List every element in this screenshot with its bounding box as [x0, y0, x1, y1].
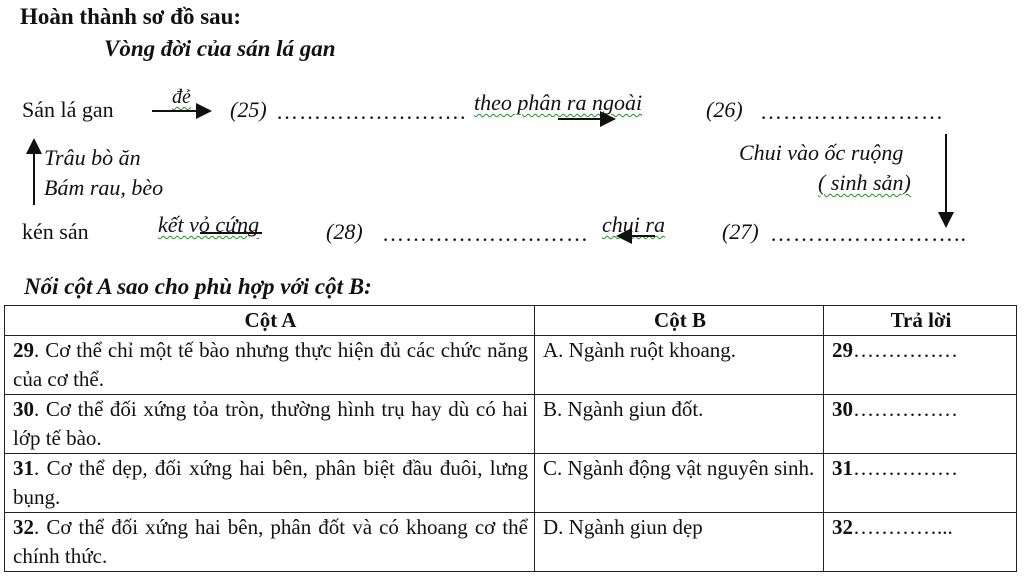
blank-27-label: (27): [722, 219, 759, 244]
label-enter-snail: Chui vào ốc ruộng: [739, 140, 904, 165]
column-b-cell: C. Ngành động vật nguyên sinh.: [535, 454, 824, 513]
item-text: . Cơ thể chỉ một tế bào nhưng thực hiện đủ các chức năng của cơ thể.: [13, 338, 528, 391]
column-a-cell: [5, 336, 535, 395]
table-row: [5, 336, 1017, 395]
item-number: 31: [13, 456, 34, 480]
header-answer: Trả lời: [824, 306, 1017, 336]
label-hard-shell: kết vỏ cứng: [158, 212, 260, 237]
label-emerge: chui ra: [602, 212, 665, 237]
node-cyst: kén sán: [22, 219, 89, 244]
label-cattle-eat: Trâu bò ăn: [44, 145, 141, 170]
item-text: . Cơ thể đối xứng hai bên, phân đốt và có khoang cơ thể chính thức.: [13, 515, 528, 568]
matching-table: [4, 305, 1017, 572]
diagram-subtitle: Vòng đời của sán lá gan: [104, 36, 336, 61]
label-with-feces: theo phân ra ngoài: [474, 90, 643, 115]
item-number: 29: [13, 338, 34, 362]
blank-28-dots: ………………………: [382, 221, 589, 246]
label-attach-plants: Bám rau, bèo: [44, 175, 164, 200]
column-a-cell: [5, 454, 535, 513]
blank-25-label: (25): [230, 97, 267, 122]
answer-number: 31: [832, 456, 853, 480]
answer-blank[interactable]: ……………: [853, 338, 958, 362]
table-row: [5, 513, 1017, 572]
answer-number: 32: [832, 515, 853, 539]
answer-cell[interactable]: [824, 454, 1017, 513]
item-text: . Cơ thể dẹp, đối xứng hai bên, phân biệt đầu đuôi, lưng bụng.: [13, 456, 528, 509]
column-b-cell: B. Ngành giun đốt.: [535, 395, 824, 454]
answer-number: 30: [832, 397, 853, 421]
answer-blank[interactable]: …………...: [853, 515, 953, 539]
column-b-cell: D. Ngành giun dẹp: [535, 513, 824, 572]
answer-number: 29: [832, 338, 853, 362]
node-adult-fluke: Sán lá gan: [22, 97, 114, 122]
label-reproduce: ( sinh sản): [818, 170, 911, 195]
matching-instruction: Nối cột A sao cho phù hợp với cột B:: [24, 274, 372, 299]
column-a-cell: [5, 395, 535, 454]
label-lays-eggs: đẻ: [172, 86, 191, 108]
blank-25-dots: …………………….: [276, 99, 467, 124]
item-text: . Cơ thể đối xứng tỏa tròn, thường hình trụ hay dù có hai lớp tế bào.: [13, 397, 528, 450]
blank-26-dots: ……………………: [760, 99, 944, 124]
blank-28-label: (28): [326, 219, 363, 244]
item-number: 32: [13, 515, 34, 539]
answer-cell[interactable]: [824, 395, 1017, 454]
table-row: [5, 454, 1017, 513]
blank-27-dots: ……………………..: [770, 221, 967, 246]
table-header-row: [5, 306, 1017, 336]
column-b-cell: A. Ngành ruột khoang.: [535, 336, 824, 395]
answer-blank[interactable]: ……………: [853, 397, 958, 421]
header-column-a: Cột A: [5, 306, 535, 336]
worksheet-title: Hoàn thành sơ đồ sau:: [20, 4, 242, 29]
table-row: [5, 395, 1017, 454]
answer-cell[interactable]: [824, 513, 1017, 572]
header-column-b: Cột B: [535, 306, 824, 336]
answer-cell[interactable]: [824, 336, 1017, 395]
column-a-cell: [5, 513, 535, 572]
item-number: 30: [13, 397, 34, 421]
blank-26-label: (26): [706, 97, 743, 122]
answer-blank[interactable]: ……………: [853, 456, 958, 480]
